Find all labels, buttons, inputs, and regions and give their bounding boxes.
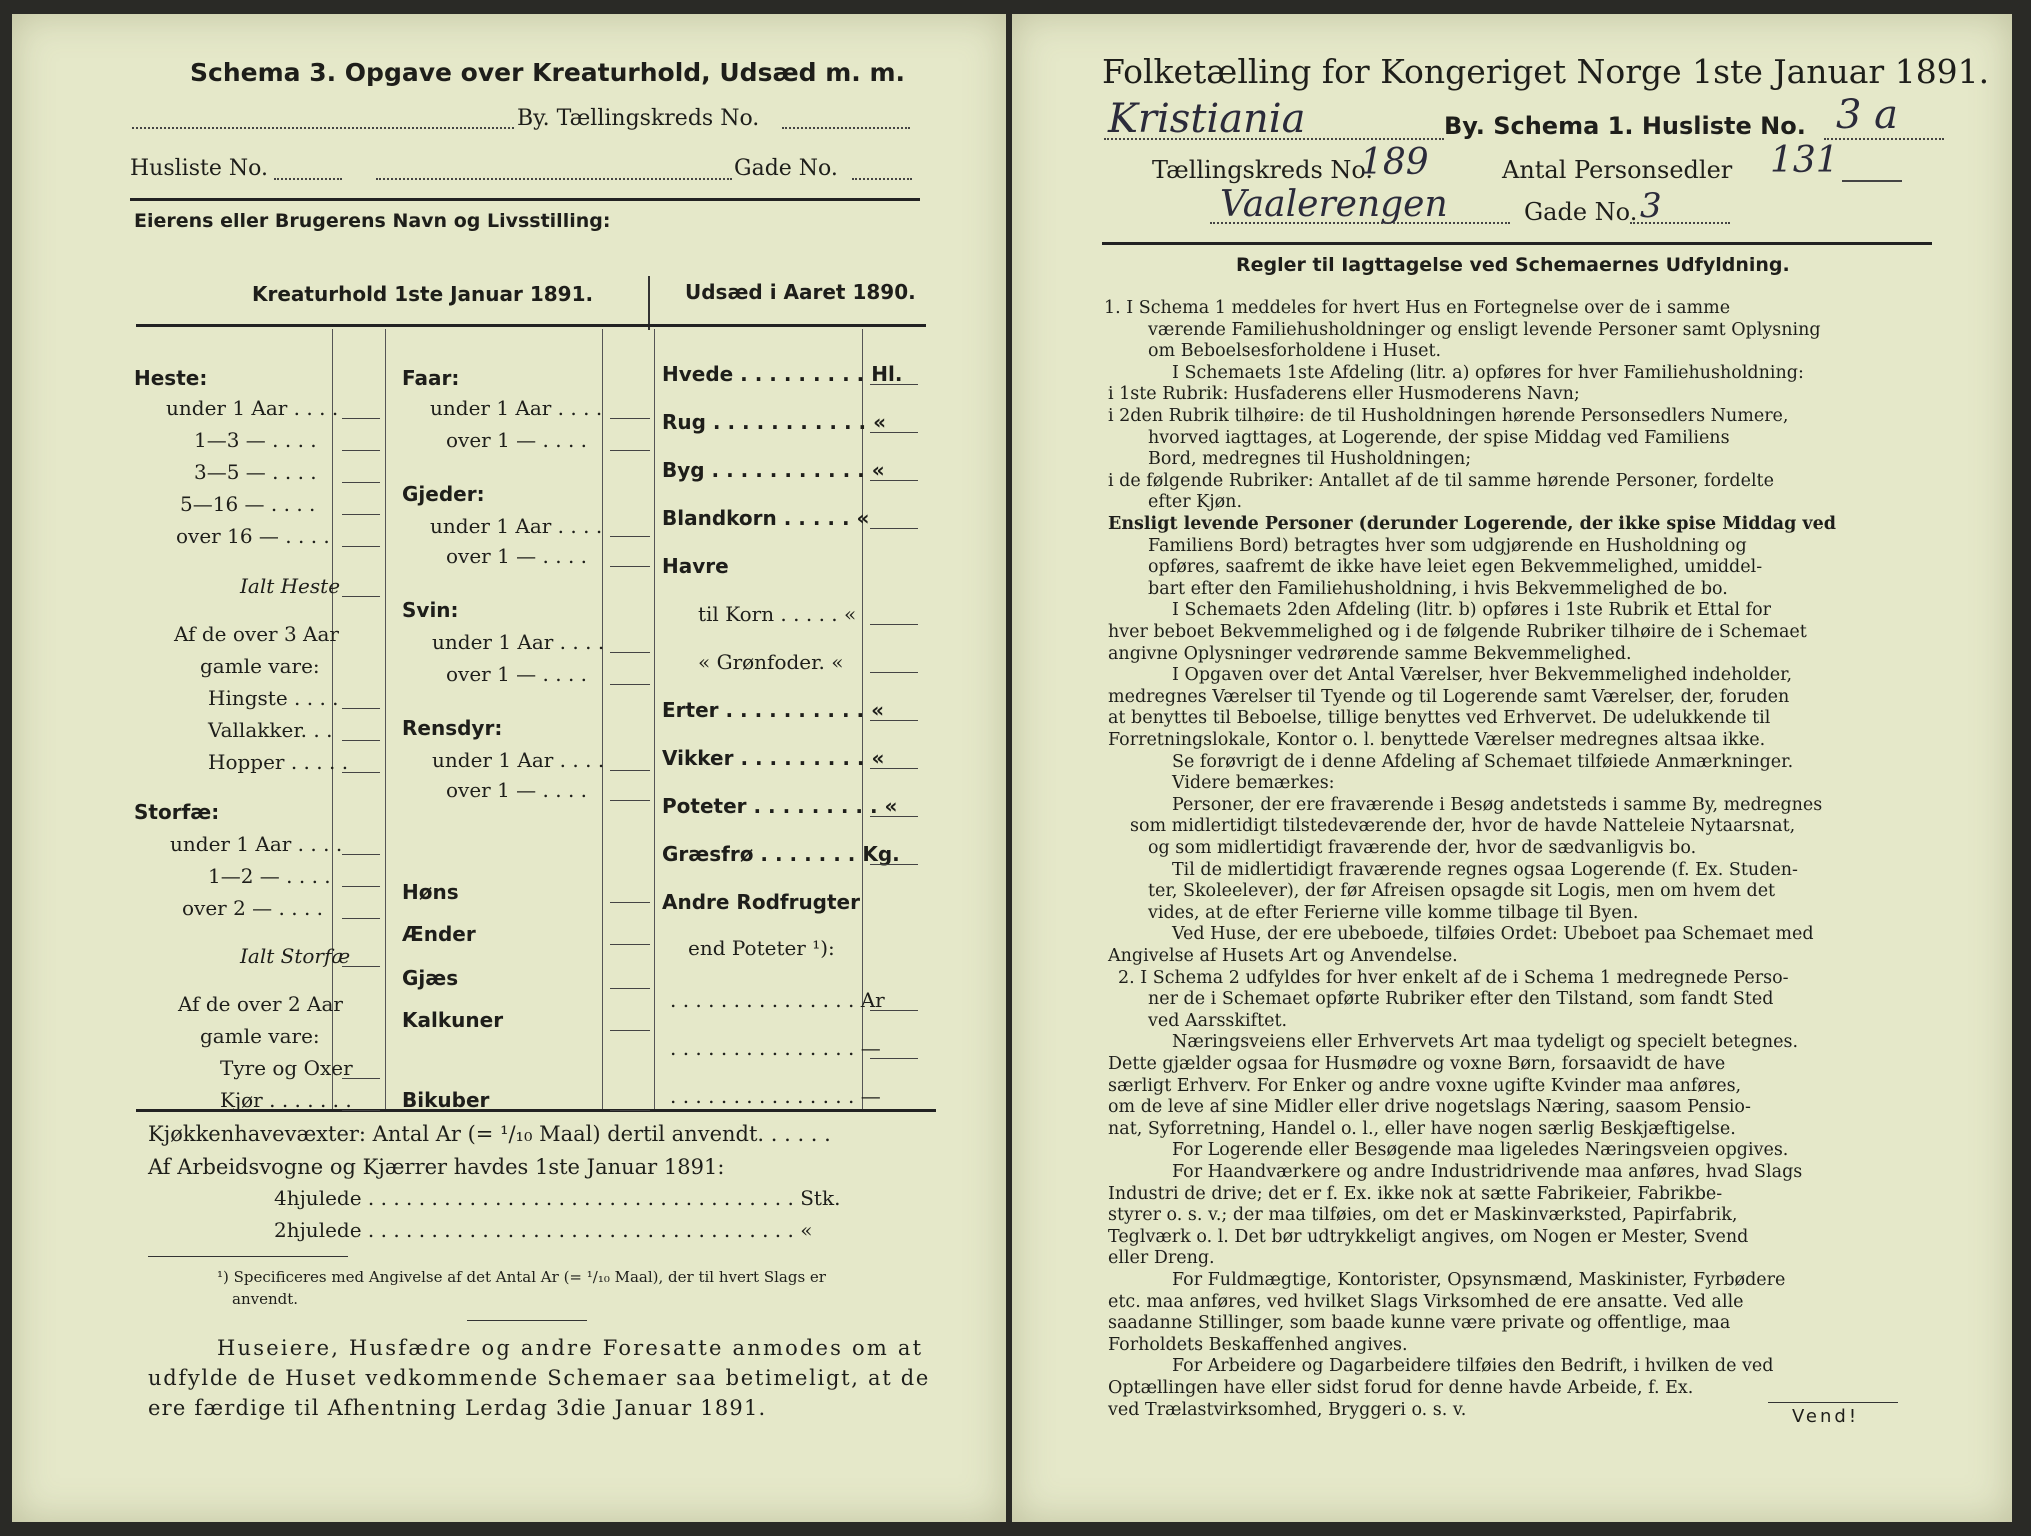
rule-line: i de følgende Rubriker: Antallet af de til samme hørende Personer, fordelte	[1108, 470, 1774, 491]
faar-svin-blank	[610, 566, 650, 567]
table-header-rule	[136, 324, 926, 327]
col3-row: Rug . . . . . . . . . . . «	[662, 410, 887, 434]
hjulede-2-line: 2hjulede . . . . . . . . . . . . . . . . . . . . . . . . . . . . . . . . . . «	[274, 1218, 813, 1242]
rule-line: værende Familiehusholdninger og ensligt levende Personer samt Oplysning	[1148, 319, 1821, 340]
col2-row: under 1 Aar . . . .	[430, 514, 603, 538]
udsaed-blank	[870, 384, 918, 385]
faar-svin-blank	[610, 418, 650, 419]
rule-line: Dette gjælder ogsaa for Husmødre og voxne Børn, forsaavidt de have	[1108, 1054, 1726, 1074]
col3-row: Hvede . . . . . . . . . Hl.	[662, 362, 903, 386]
rule-line: i 1ste Rubrik: Husfaderens eller Husmoderens Navn;	[1108, 384, 1580, 405]
gade-dotted-line-b	[852, 178, 912, 180]
rule-line: som midlertidigt tilstedeværende der, hvor de havde Natteleie Nytaarsnat,	[1130, 816, 1796, 837]
rule-line: Ensligt levende Personer (derunder Logerende, der ikke spise Middag ved	[1108, 514, 1836, 534]
eierens-label: Eierens eller Brugerens Navn og Livsstilling:	[134, 210, 611, 232]
col1-row: under 1 Aar . . . .	[166, 396, 339, 420]
col3-row: . . . . . . . . . . . . . . . —	[670, 1084, 881, 1108]
col1-row: Tyre og Oxer	[220, 1056, 353, 1080]
udsaed-blank	[870, 432, 918, 433]
rule-line: Videre bemærkes:	[1172, 773, 1335, 794]
col2-row: over 1 — . . . .	[446, 778, 588, 802]
short-rule	[467, 1320, 587, 1321]
rule-line: særligt Erhverv. For Enker og andre voxne ugifte Kvinder maa anføres,	[1108, 1075, 1742, 1096]
col1-row: Heste:	[134, 366, 208, 390]
gade-no-label: Gade No.	[1524, 198, 1638, 226]
header-divider	[648, 276, 650, 330]
col1-row: Storfæ:	[134, 800, 220, 824]
col2-row: under 1 Aar . . . .	[430, 396, 603, 420]
hjulede-4-line: 4hjulede . . . . . . . . . . . . . . . . . . . . . . . . . . . . . . . . . . Stk.	[274, 1186, 841, 1210]
col3-row: til Korn . . . . . «	[698, 602, 857, 626]
udsaed-blank	[870, 672, 918, 673]
udsaed-header: Udsæd i Aaret 1890.	[685, 280, 916, 304]
bottom-notice-3: ere færdige til Afhentning Lerdag 3die Januar 1891.	[148, 1396, 767, 1420]
col1-row: Af de over 2 Aar	[178, 992, 343, 1016]
col1-row: 5—16 — . . . .	[180, 492, 316, 516]
rule-line: Industri de drive; det er f. Ex. ikke nok at sætte Fabrikeier, Fabrikbe-	[1108, 1183, 1723, 1204]
gade-dotted-line	[1630, 222, 1730, 224]
rule-line: For Arbeidere og Dagarbeidere tilføies den Bedrift, i hvilken de ved	[1172, 1356, 1774, 1377]
faar-svin-blank	[610, 684, 650, 685]
rule-line: i 2den Rubrik tilhøire: de til Husholdningen hørende Personsedlers Numere,	[1108, 406, 1789, 426]
rule-line: Personer, der ere fraværende i Besøg andetsteds i samme By, medregnes	[1172, 794, 1823, 815]
col1-row: 1—3 — . . . .	[194, 428, 317, 452]
faar-svin-blank	[610, 652, 650, 653]
husliste-label: Husliste No.	[130, 156, 268, 181]
udsaed-blank	[870, 480, 918, 481]
street-dotted-line	[1210, 222, 1510, 224]
col2-row: Svin:	[402, 598, 459, 622]
rule-line: Forholdets Beskaffenhed angives.	[1108, 1334, 1408, 1355]
vend-label: Vend!	[1792, 1406, 1860, 1427]
col3-row: end Poteter ¹):	[688, 936, 835, 960]
by-schema-husliste-label: By. Schema 1. Husliste No.	[1444, 112, 1806, 140]
col2-row: under 1 Aar . . . .	[432, 630, 605, 654]
col2-row: Rensdyr:	[402, 716, 503, 740]
footnote-rule	[148, 1256, 348, 1257]
kjokkenhave-line: Kjøkkenhavevæxter: Antal Ar (= ¹/₁₀ Maal) dertil anvendt. . . . . .	[148, 1122, 831, 1146]
header-rule	[1102, 242, 1932, 245]
col2-value-left	[602, 329, 603, 1109]
udsaed-blank	[870, 528, 918, 529]
bottom-notice-1: Huseiere, Husfædre og andre Foresatte anmodes om at	[217, 1336, 924, 1360]
table-bottom-rule	[136, 1109, 936, 1112]
heste-storfae-blank	[342, 450, 380, 451]
handwritten-city: Kristiania	[1108, 96, 1306, 142]
faar-svin-blank	[610, 1110, 650, 1111]
rule-line: etc. maa anføres, ved hvilket Slags Virksomhed de ere ansatte. Ved alle	[1108, 1291, 1744, 1312]
rule-line: om Beboelsesforholdene i Huset.	[1148, 341, 1442, 362]
faar-svin-blank	[610, 902, 650, 903]
rule-line: I Schemaets 1ste Afdeling (litr. a) opføres for hver Familiehusholdning:	[1172, 362, 1804, 383]
by-taellingskreds-label: By. Tællingskreds No.	[517, 106, 760, 131]
rule-line: 2. I Schema 2 udfyldes for hver enkelt af de i Schema 1 medregnede Perso-	[1118, 967, 1789, 988]
city-dotted-line	[1104, 138, 1444, 140]
rule-line: eller Dreng.	[1108, 1248, 1215, 1269]
heste-storfae-blank	[342, 708, 380, 709]
rule-line: Familiens Bord) betragtes hver som udgjørende en Husholdning og	[1148, 535, 1747, 556]
regler-title: Regler til Iagttagelse ved Schemaernes Udfyldning.	[1236, 254, 1790, 276]
col1-row: Kjør . . . . . . .	[220, 1088, 352, 1112]
col3-row: Erter . . . . . . . . . . «	[662, 698, 885, 722]
col2-row: over 1 — . . . .	[446, 428, 588, 452]
rule-line: at benyttes til Beboelse, tillige benyttes ved Erhvervet. De udelukkende til	[1108, 708, 1771, 729]
handwritten-husliste: 3 a	[1836, 92, 1899, 138]
col3-row: . . . . . . . . . . . . . . . —	[670, 1036, 881, 1060]
rule-line: hver beboet Bekvemmelighed og i de følgende Rubriker tilhøire de i Schemaet	[1108, 622, 1807, 642]
schema3-title: Schema 3. Opgave over Kreaturhold, Udsæd m. m.	[190, 58, 906, 87]
udsaed-blank	[870, 720, 918, 721]
col2-row: Bikuber	[402, 1088, 490, 1112]
heste-storfae-blank	[342, 966, 380, 967]
col1-row: Ialt Heste	[240, 574, 341, 598]
rule-line: I Schemaets 2den Afdeling (litr. b) opføres i 1ste Rubrik et Ettal for	[1172, 600, 1771, 621]
antal-personsedler-label: Antal Personsedler	[1502, 156, 1733, 184]
col2-row: Kalkuner	[402, 1008, 504, 1032]
heste-storfae-blank	[342, 918, 380, 919]
col1-row: Hopper . . . . .	[208, 750, 349, 774]
col1-row: gamle vare:	[200, 654, 320, 678]
rule-line: ter, Skoleelever), der før Afreisen opsagde sit Logis, men om hvem det	[1148, 881, 1776, 902]
col1-value-right	[385, 329, 386, 1109]
rule-line: Næringsveiens eller Erhvervets Art maa tydeligt og specielt betegnes.	[1172, 1032, 1799, 1053]
rule-line: Teglværk o. l. Det bør udtrykkeligt angives, om Nogen er Mester, Svend	[1108, 1226, 1749, 1247]
rule-line: Bord, medregnes til Husholdningen;	[1148, 449, 1472, 470]
rule-line: Til de midlertidigt fraværende regnes ogsaa Logerende (f. Ex. Studen-	[1172, 859, 1798, 880]
heste-storfae-blank	[342, 482, 380, 483]
heste-storfae-blank	[342, 418, 380, 419]
udsaed-blank	[870, 768, 918, 769]
faar-svin-blank	[610, 770, 650, 771]
footnote-line-1: ¹) Specificeres med Angivelse af det Antal Ar (= ¹/₁₀ Maal), der til hvert Slags er	[217, 1268, 826, 1286]
right-page-schema-1	[1012, 14, 2012, 1522]
heste-storfae-blank	[342, 886, 380, 887]
col3-row: . . . . . . . . . . . . . . . Ar	[670, 988, 885, 1012]
rule-line: I Opgaven over det Antal Værelser, hver Bekvemmelighed indeholder,	[1172, 665, 1793, 686]
heste-storfae-blank	[342, 1110, 380, 1111]
col1-row: 3—5 — . . . .	[194, 460, 317, 484]
udsaed-blank	[870, 816, 918, 817]
rule-line: Se forøvrigt de i denne Afdeling af Schemaet tilføiede Anmærkninger.	[1172, 751, 1794, 772]
footnote-line-2: anvendt.	[232, 1290, 299, 1308]
husliste-dotted-line	[274, 178, 342, 180]
col2-row: Gjæs	[402, 966, 459, 990]
handwritten-antal: 131	[1770, 140, 1839, 181]
col1-row: gamle vare:	[200, 1024, 320, 1048]
udsaed-blank	[870, 864, 918, 865]
faar-svin-blank	[610, 988, 650, 989]
col1-row: Hingste . . . .	[208, 686, 339, 710]
udsaed-blank	[870, 624, 918, 625]
rule-line: bart efter den Familiehusholdning, i hvis Bekvemmelighed de bo.	[1148, 578, 1728, 599]
rule-line: ved Trælastvirksomhed, Bryggeri o. s. v.	[1108, 1399, 1467, 1420]
col2-row: over 1 — . . . .	[446, 662, 588, 686]
heste-storfae-blank	[342, 546, 380, 547]
col3-row: Poteter . . . . . . . . . «	[662, 794, 898, 818]
rule-line: saadanne Stillinger, som baade kunne være private og offentlige, maa	[1108, 1313, 1731, 1334]
left-page-schema-3	[12, 14, 1006, 1522]
heste-storfae-blank	[342, 1078, 380, 1079]
faar-svin-blank	[610, 450, 650, 451]
col1-row: Vallakker. . .	[208, 718, 333, 742]
rule-line: styrer o. s. v.; der maa tilføies, om det er Maskinværksted, Papirfabrik,	[1108, 1205, 1738, 1226]
gade-label: Gade No.	[734, 156, 838, 181]
heste-storfae-blank	[342, 514, 380, 515]
col1-row: 1—2 — . . . .	[208, 864, 331, 888]
heste-storfae-blank	[342, 854, 380, 855]
rule-line: om de leve af sine Midler eller drive nogetslags Næring, saasom Pensio-	[1108, 1097, 1751, 1118]
rule-line: efter Kjøn.	[1148, 492, 1243, 513]
faar-svin-blank	[610, 944, 650, 945]
kreds-dotted-line	[782, 127, 910, 129]
rule-line: For Haandværkere og andre Industridrivende maa anføres, hvad Slags	[1172, 1162, 1803, 1182]
by-dotted-line	[132, 127, 514, 129]
heste-storfae-blank	[342, 740, 380, 741]
antal-line	[1842, 180, 1902, 182]
col2-row: Faar:	[402, 366, 460, 390]
rule-line: ner de i Schemaet opførte Rubriker efter den Tilstand, som fandt Sted	[1148, 989, 1774, 1010]
faar-svin-blank	[610, 536, 650, 537]
col2-value-right	[654, 329, 655, 1109]
udsaed-blank	[870, 1010, 918, 1011]
udsaed-blank	[870, 1058, 918, 1059]
rule-line: Ved Huse, der ere ubeboede, tilføies Ordet: Ubeboet paa Schemaet med	[1172, 924, 1814, 945]
rule-line: opføres, saafremt de ikke have leiet egen Bekvemmelighed, umiddel-	[1148, 557, 1763, 578]
rule-line: vides, at de efter Ferierne ville komme tilbage til Byen.	[1148, 902, 1639, 923]
gade-dotted-line-a	[376, 178, 732, 180]
rule-line: Angivelse af Husets Art og Anvendelse.	[1108, 946, 1458, 966]
rule-line: hvorved iagttages, at Logerende, der spise Middag ved Familiens	[1148, 427, 1730, 448]
faar-svin-blank	[610, 800, 650, 801]
col3-row: Blandkorn . . . . . «	[662, 506, 870, 530]
col3-row: Græsfrø . . . . . . . Kg.	[662, 842, 900, 866]
rule-line: Optællingen have eller sidst forud for denne havde Arbeide, f. Ex.	[1108, 1378, 1694, 1398]
col2-row: Gjeder:	[402, 482, 485, 506]
col1-row: over 2 — . . . .	[182, 896, 324, 920]
rule-line: For Fuldmægtige, Kontorister, Opsynsmænd, Maskinister, Fyrbødere	[1172, 1270, 1786, 1290]
rule-line: nat, Syforretning, Handel o. l., eller have nogen særlig Beskjæftigelse.	[1108, 1118, 1736, 1139]
heste-storfae-blank	[342, 772, 380, 773]
handwritten-kreds: 189	[1360, 142, 1429, 183]
col2-row: Høns	[402, 880, 459, 904]
rule-line: ved Aarsskiftet.	[1148, 1010, 1288, 1031]
husliste-dotted-line	[1824, 138, 1944, 140]
top-rule	[130, 198, 920, 201]
col3-row: Vikker . . . . . . . . . «	[662, 746, 885, 770]
col3-row: Havre	[662, 554, 729, 578]
handwritten-street: Vaalerengen	[1220, 184, 1448, 225]
rule-line: angivne Oplysninger vedrørende samme Bekvemmelighed.	[1108, 643, 1632, 664]
col3-row: Byg . . . . . . . . . . . «	[662, 458, 885, 482]
col1-row: over 16 — . . . .	[176, 524, 330, 548]
rule-line: Forretningslokale, Kontor o. l. benyttede Værelser medregnes altsaa ikke.	[1108, 730, 1766, 750]
heste-storfae-blank	[342, 596, 380, 597]
census-title: Folketælling for Kongeriget Norge 1ste Januar 1891.	[1102, 52, 1990, 91]
rule-line: medregnes Værelser til Tyende og til Logerende samt Værelser, der, foruden	[1108, 686, 1790, 707]
kreaturhold-header: Kreaturhold 1ste Januar 1891.	[252, 282, 594, 306]
col3-row: Andre Rodfrugter	[662, 890, 860, 914]
col1-row: Af de over 3 Aar	[174, 622, 339, 646]
col1-row: Ialt Storfæ	[240, 944, 351, 968]
col1-row: under 1 Aar . . . .	[170, 832, 343, 856]
vend-rule	[1768, 1402, 1898, 1403]
rule-line: og som midlertidigt fraværende der, hvor de sædvanligvis bo.	[1148, 838, 1697, 858]
rule-line: 1. I Schema 1 meddeles for hvert Hus en Fortegnelse over de i samme	[1104, 298, 1731, 318]
col3-row: « Grønfoder. «	[698, 650, 844, 674]
col2-row: over 1 — . . . .	[446, 544, 588, 568]
col2-row: under 1 Aar . . . .	[432, 748, 605, 772]
rule-line: For Logerende eller Besøgende maa ligeledes Næringsveien opgives.	[1172, 1140, 1789, 1161]
bottom-notice-2: udfylde de Huset vedkommende Schemaer saa betimeligt, at de	[148, 1366, 930, 1390]
arbeidsvogne-line: Af Arbeidsvogne og Kjærrer havdes 1ste Januar 1891:	[148, 1155, 725, 1179]
taellingskreds-label: Tællingskreds No.	[1152, 156, 1374, 184]
faar-svin-blank	[610, 1030, 650, 1031]
col2-row: Ænder	[402, 922, 476, 946]
handwritten-gade: 3	[1640, 186, 1662, 226]
